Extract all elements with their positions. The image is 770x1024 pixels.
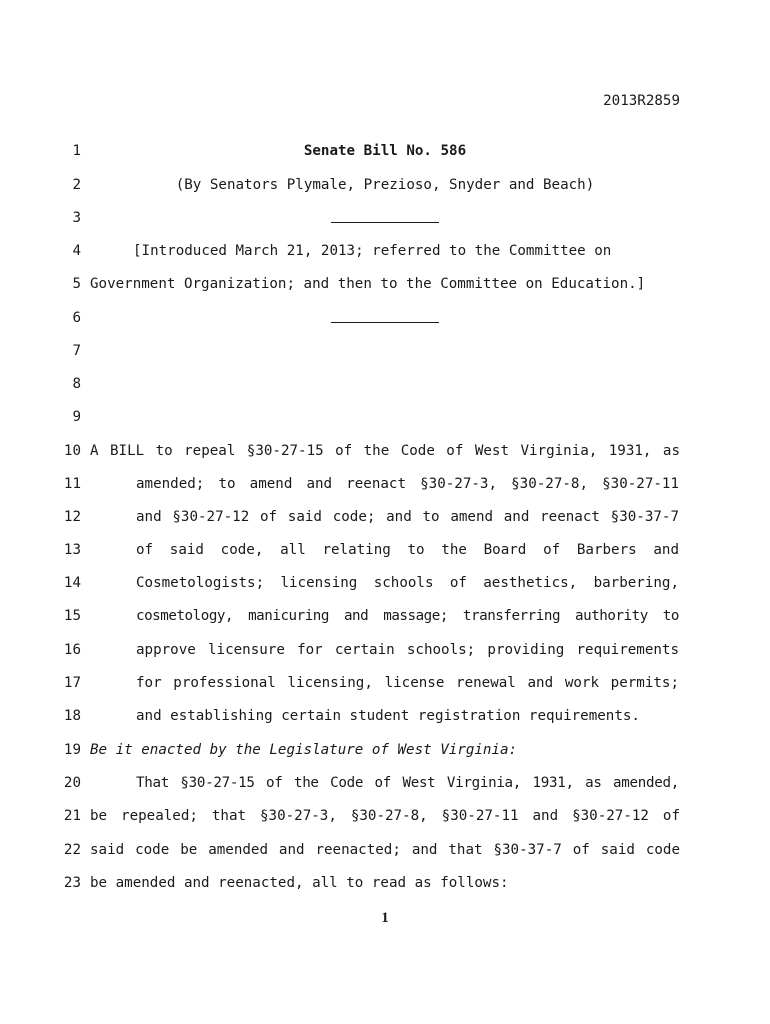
enacting-clause: Be it enacted by the Legislature of West Virginia: (90, 742, 518, 758)
body-text-line: said code be amended and reenacted; and that §30-37-7 of said code (90, 842, 680, 858)
bill-text-line: and establishing certain student registration requirements. (136, 708, 640, 724)
line-8 (0, 374, 770, 394)
line-6 (0, 308, 770, 328)
horizontal-rule (331, 222, 439, 223)
bill-text-line: A BILL to repeal §30-27-15 of the Code of West Virginia, 1931, as (90, 443, 680, 459)
bill-text-line: approve licensure for certain schools; providing requirements (136, 642, 679, 658)
line-number: 12 (63, 509, 81, 525)
line-10 (0, 441, 770, 461)
line-number: 1 (72, 143, 81, 159)
line-7 (0, 341, 770, 361)
bill-text-line: amended; to amend and reenact §30-27-3, §30-27-8, §30-27-11 (136, 476, 679, 492)
line-19 (0, 740, 770, 760)
line-number: 9 (72, 409, 81, 425)
line-number: 17 (63, 675, 81, 691)
line-13 (0, 540, 770, 560)
line-number: 23 (63, 875, 81, 891)
line-number: 2 (72, 177, 81, 193)
line-number: 3 (72, 210, 81, 226)
body-text-line: be amended and reenacted, all to read as follows: (90, 875, 509, 891)
line-12 (0, 507, 770, 527)
line-11 (0, 474, 770, 494)
bill-text-line: of said code, all relating to the Board of Barbers and (136, 542, 679, 558)
line-number: 20 (63, 775, 81, 791)
line-number: 5 (72, 276, 81, 292)
line-number: 7 (72, 343, 81, 359)
line-number: 10 (63, 443, 81, 459)
body-text-line: That §30-27-15 of the Code of West Virginia, 1931, as amended, (136, 775, 679, 791)
line-number: 22 (63, 842, 81, 858)
sponsors: (By Senators Plymale, Prezioso, Snyder and Beach) (175, 177, 595, 193)
line-number: 15 (63, 608, 81, 624)
line-22 (0, 840, 770, 860)
bill-text-line: Cosmetologists; licensing schools of aesthetics, barbering, (136, 575, 679, 591)
line-number: 14 (63, 575, 81, 591)
line-23 (0, 873, 770, 893)
intro-line-1: [Introduced March 21, 2013; referred to the Committee on (133, 243, 612, 259)
line-2 (0, 175, 770, 195)
intro-line-2: Government Organization; and then to the Committee on Education.] (90, 276, 646, 292)
line-number: 8 (72, 376, 81, 392)
bill-title: Senate Bill No. 586 (303, 143, 467, 159)
line-3 (0, 208, 770, 228)
line-5 (0, 274, 770, 294)
document-id: 2013R2859 (603, 93, 680, 109)
line-number: 6 (72, 310, 81, 326)
line-number: 4 (72, 243, 81, 259)
line-18 (0, 706, 770, 726)
line-16 (0, 640, 770, 660)
line-number: 16 (63, 642, 81, 658)
line-1 (0, 141, 770, 161)
line-4 (0, 241, 770, 261)
bill-text-line: and §30-27-12 of said code; and to amend and reenact §30-37-7 (136, 509, 679, 525)
line-15 (0, 606, 770, 626)
line-number: 18 (63, 708, 81, 724)
bill-text-line: cosmetology, manicuring and massage; transferring authority to (136, 608, 679, 624)
body-text-line: be repealed; that §30-27-3, §30-27-8, §30-27-11 and §30-27-12 of (90, 808, 680, 824)
horizontal-rule (331, 322, 439, 323)
line-14 (0, 573, 770, 593)
line-number: 13 (63, 542, 81, 558)
line-9 (0, 407, 770, 427)
bill-text-line: for professional licensing, license renewal and work permits; (136, 675, 679, 691)
line-17 (0, 673, 770, 693)
line-21 (0, 806, 770, 826)
line-20 (0, 773, 770, 793)
line-number: 21 (63, 808, 81, 824)
line-number: 11 (63, 476, 81, 492)
page-number: 1 (381, 910, 389, 926)
line-number: 19 (63, 742, 81, 758)
